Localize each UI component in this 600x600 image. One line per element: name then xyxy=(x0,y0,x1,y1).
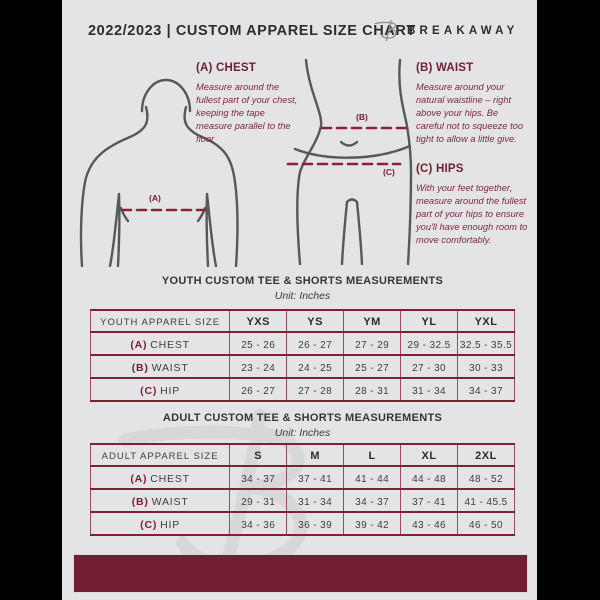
table-row xyxy=(91,512,515,535)
row-label: CHEST xyxy=(150,472,190,485)
chest-instruction-body: Measure around the fullest part of your chest, keeping the tape measure parallel to the floor xyxy=(196,82,298,145)
lower-body-figure xyxy=(283,56,413,268)
row-label: WAIST xyxy=(151,495,189,508)
cell-value: 25 - 26 xyxy=(241,339,276,351)
cell-value: 25 - 27 xyxy=(355,362,390,374)
hips-instruction-heading: (C) HIPS xyxy=(416,163,464,175)
table-row xyxy=(91,466,515,489)
left-hip-outline xyxy=(297,60,321,264)
cell-value: 31 - 34 xyxy=(412,385,447,397)
brand-name: BREAKAWAY xyxy=(407,24,519,37)
table-row xyxy=(91,378,515,401)
waist-figure-label: (B) xyxy=(356,112,368,122)
cell-value: 29 - 32.5 xyxy=(407,339,451,351)
cell-value: 34 - 36 xyxy=(241,519,276,531)
row-prefix: (A) xyxy=(130,472,148,485)
adult-section-unit: Unit: Inches xyxy=(274,427,331,439)
hips-figure-label: (C) xyxy=(383,167,395,177)
waist-instruction xyxy=(416,62,528,146)
cell-value: 37 - 41 xyxy=(412,496,447,508)
cell-value: 27 - 29 xyxy=(355,339,390,351)
adult-size-table xyxy=(90,443,515,536)
cell-value: 48 - 52 xyxy=(469,473,503,485)
youth-size-col-header: YOUTH APPAREL SIZE xyxy=(100,317,221,328)
cell-value: 31 - 34 xyxy=(298,496,333,508)
cell-value: 43 - 46 xyxy=(412,519,447,531)
size-header: 2XL xyxy=(475,450,497,462)
youth-header-row xyxy=(91,310,515,332)
size-header: XL xyxy=(421,450,437,462)
cell-value: 37 - 41 xyxy=(298,473,333,485)
chest-figure-label: (A) xyxy=(149,193,161,203)
inner-leg-lines xyxy=(342,200,362,265)
right-armpit-line xyxy=(198,194,216,266)
chest-instruction-heading: (A) CHEST xyxy=(196,62,256,74)
table-row xyxy=(91,332,515,355)
hips-instruction-body: With your feet together, measure around the fullest part of your hips to ensure you'll have enough room to move comfortably. xyxy=(416,183,528,246)
size-header: YL xyxy=(421,316,437,328)
cell-value: 26 - 27 xyxy=(241,385,276,397)
row-prefix: (B) xyxy=(131,361,149,374)
row-prefix: (C) xyxy=(140,518,158,531)
size-header: L xyxy=(368,450,376,462)
head-outline xyxy=(142,80,190,111)
cell-value: 34 - 37 xyxy=(241,473,276,485)
row-prefix: (A) xyxy=(130,338,148,351)
cell-value: 24 - 25 xyxy=(298,362,333,374)
chest-instruction xyxy=(196,62,299,146)
adult-header-row xyxy=(91,444,515,466)
page-title: 2022/2023 | CUSTOM APPAREL SIZE CHART xyxy=(88,23,416,39)
waist-instruction-heading: (B) WAIST xyxy=(416,62,474,74)
cell-value: 23 - 24 xyxy=(241,362,276,374)
hips-instruction xyxy=(416,163,530,247)
size-header: YM xyxy=(363,316,381,328)
youth-section-unit: Unit: Inches xyxy=(274,290,331,302)
cell-value: 28 - 31 xyxy=(355,385,390,397)
adult-section-title: ADULT CUSTOM TEE & SHORTS MEASUREMENTS xyxy=(162,412,443,424)
youth-size-table xyxy=(90,309,515,402)
row-label: HIP xyxy=(160,518,181,531)
row-label: CHEST xyxy=(150,338,190,351)
left-letterbox-bar xyxy=(0,0,62,600)
size-header: M xyxy=(310,450,320,462)
cell-value: 34 - 37 xyxy=(469,385,503,397)
row-label: HIP xyxy=(160,384,181,397)
table-row xyxy=(91,355,515,378)
row-prefix: (B) xyxy=(131,495,149,508)
brand-lockup xyxy=(374,17,519,44)
cell-value: 41 - 45.5 xyxy=(464,496,508,508)
row-prefix: (C) xyxy=(140,384,158,397)
table-row xyxy=(91,489,515,512)
size-header: YXL xyxy=(474,316,498,328)
breakaway-logo-icon xyxy=(374,17,401,44)
row-label: WAIST xyxy=(151,361,189,374)
cell-value: 32.5 - 35.5 xyxy=(459,339,513,351)
youth-section-title: YOUTH CUSTOM TEE & SHORTS MEASUREMENTS xyxy=(161,275,444,287)
cell-value: 36 - 39 xyxy=(298,519,333,531)
cell-value: 27 - 28 xyxy=(298,385,333,397)
cell-value: 29 - 31 xyxy=(241,496,276,508)
left-armpit-line xyxy=(110,194,128,266)
cell-value: 44 - 48 xyxy=(412,473,447,485)
cell-value: 30 - 33 xyxy=(469,362,503,374)
waist-instruction-body: Measure around your natural waistline – right above your hips. Be careful not to squeeze too tight to allow a little give. xyxy=(416,82,523,145)
footer-accent-bar xyxy=(73,554,528,593)
right-letterbox-bar xyxy=(537,0,600,600)
adult-size-col-header: ADULT APPAREL SIZE xyxy=(101,451,219,462)
size-header: YS xyxy=(307,316,323,328)
cell-value: 41 - 44 xyxy=(355,473,390,485)
cell-value: 34 - 37 xyxy=(355,496,390,508)
navel-mark xyxy=(341,142,357,146)
cell-value: 39 - 42 xyxy=(355,519,390,531)
size-header: YXS xyxy=(246,316,270,328)
cell-value: 46 - 50 xyxy=(469,519,503,531)
size-header: S xyxy=(254,450,263,462)
cell-value: 27 - 30 xyxy=(412,362,447,374)
right-hip-outline xyxy=(399,60,411,264)
cell-value: 26 - 27 xyxy=(298,339,333,351)
